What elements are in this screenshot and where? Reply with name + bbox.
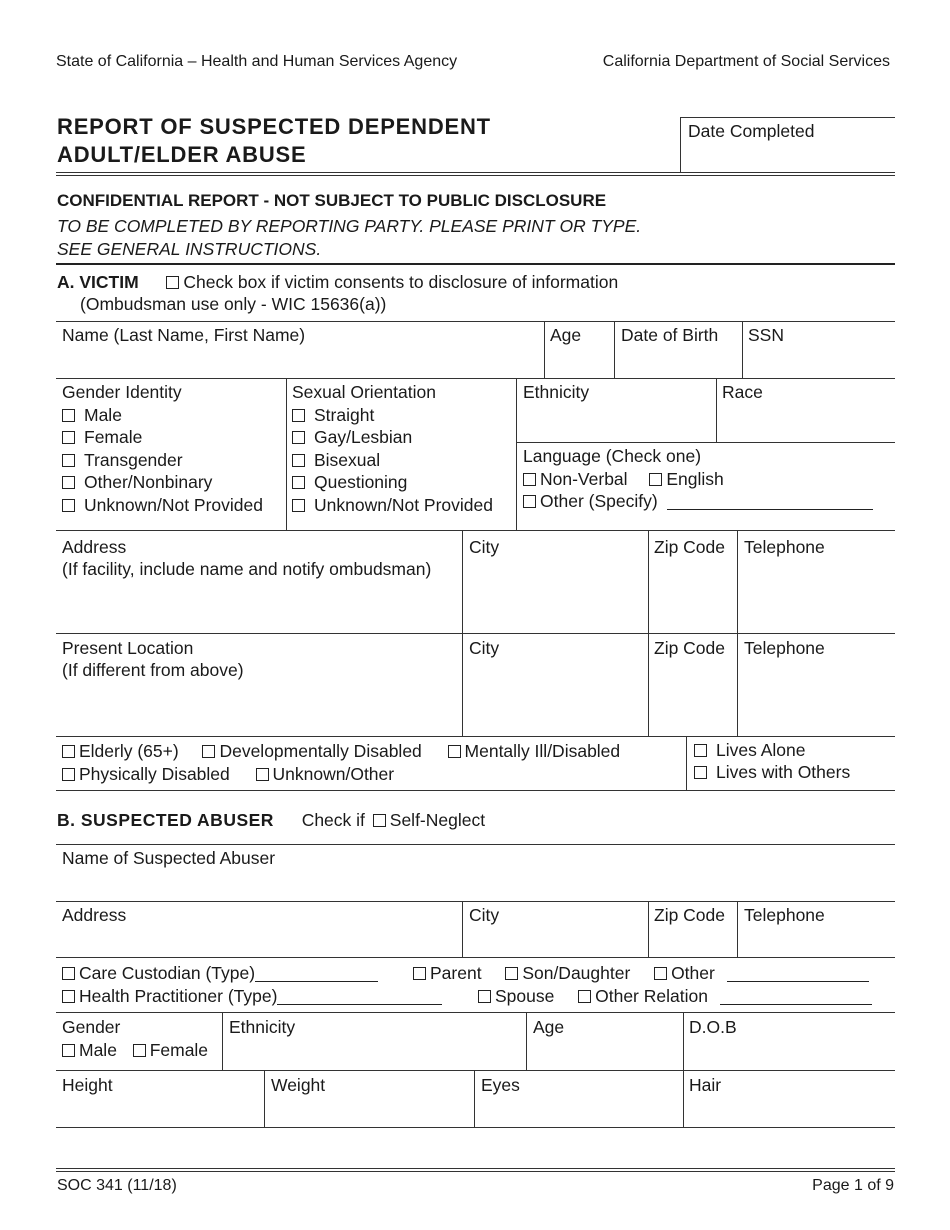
confidential-notice: CONFIDENTIAL REPORT - NOT SUBJECT TO PUBLIC DISCLOSURE	[57, 191, 607, 210]
zip-label: Zip Code	[654, 638, 726, 658]
abuser-height-label: Height	[62, 1075, 113, 1095]
consent-label: Check box if victim consents to disclosure of information	[183, 272, 619, 292]
checkbox[interactable]	[292, 476, 305, 489]
divider	[526, 1012, 527, 1070]
telephone-label: Telephone	[744, 638, 825, 658]
abuser-hair-field[interactable]	[689, 1074, 721, 1096]
divider	[516, 442, 895, 443]
orientation-label: Sexual Orientation	[292, 382, 436, 402]
form-title	[57, 113, 491, 169]
section-a-heading: A. VICTIM	[57, 272, 139, 292]
health-practitioner-label: Health Practitioner (Type)	[79, 986, 278, 1006]
checkbox[interactable]	[292, 454, 305, 467]
other-label: Other	[671, 963, 715, 983]
victim-dob-label: Date of Birth	[621, 325, 719, 345]
divider	[56, 736, 895, 737]
victim-ssn-field[interactable]	[748, 324, 784, 346]
divider	[614, 321, 615, 378]
divider	[462, 901, 463, 957]
victim-name-field[interactable]	[62, 324, 305, 346]
checkbox[interactable]	[62, 431, 75, 444]
victim-city-field[interactable]	[469, 536, 499, 558]
divider	[56, 790, 895, 791]
victim-ethnicity-field[interactable]	[523, 381, 589, 403]
abuser-male-checkbox[interactable]	[62, 1044, 75, 1057]
lives-alone-checkbox[interactable]	[694, 744, 707, 757]
checkbox[interactable]	[292, 431, 305, 444]
health-practitioner-checkbox[interactable]	[62, 990, 75, 1003]
present-location-field[interactable]	[62, 637, 244, 682]
language-nonverbal-label: Non-Verbal	[540, 468, 628, 489]
divider	[56, 1070, 895, 1071]
victim-gender-group	[62, 381, 263, 516]
divider	[56, 901, 895, 902]
other-relation-input[interactable]	[720, 990, 872, 1005]
abuser-height-field[interactable]	[62, 1074, 113, 1096]
address-note: (If facility, include name and notify ombudsman)	[62, 559, 432, 580]
race-label: Race	[722, 382, 763, 402]
abuser-age-label: Age	[533, 1017, 565, 1037]
telephone-label: Telephone	[744, 537, 825, 557]
abuser-zip-label: Zip Code	[654, 905, 726, 925]
gender-option-transgender[interactable]: Transgender	[62, 449, 263, 472]
victim-ssn-label: SSN	[748, 325, 784, 345]
abuser-city-label: City	[469, 905, 500, 925]
divider	[737, 901, 738, 957]
divider	[683, 1012, 684, 1070]
spouse-label: Spouse	[495, 986, 555, 1006]
instructions-line1: TO BE COMPLETED BY REPORTING PARTY. PLEASE PRINT OR TYPE.	[57, 216, 642, 236]
language-english-label: English	[666, 468, 724, 489]
abuser-weight-field[interactable]	[271, 1074, 325, 1096]
ethnicity-label: Ethnicity	[523, 382, 590, 402]
divider	[648, 901, 649, 957]
checkbox[interactable]	[62, 409, 75, 422]
divider	[56, 530, 895, 531]
abuser-eyes-label: Eyes	[481, 1075, 520, 1095]
gender-label: Gender Identity	[62, 382, 182, 402]
orientation-option-bisexual[interactable]: Bisexual	[292, 449, 493, 472]
checkbox[interactable]	[292, 499, 305, 512]
abuser-telephone-field[interactable]	[744, 904, 825, 926]
victim-zip-field[interactable]	[654, 536, 725, 558]
divider	[516, 378, 517, 530]
parent-checkbox[interactable]	[413, 967, 426, 980]
developmentally-disabled-checkbox[interactable]	[202, 745, 215, 758]
gender-option-male[interactable]: Male	[62, 404, 263, 427]
lives-with-others-checkbox[interactable]	[694, 766, 707, 779]
physically-disabled-checkbox[interactable]	[62, 768, 75, 781]
present-city-field[interactable]	[469, 637, 499, 659]
abuser-dob-label: D.O.B	[689, 1017, 737, 1037]
divider	[544, 321, 545, 378]
mentally-ill-checkbox[interactable]	[448, 745, 461, 758]
checkbox[interactable]	[292, 409, 305, 422]
abuser-name-field[interactable]	[62, 847, 275, 869]
abuser-female-label: Female	[149, 1040, 209, 1061]
son-daughter-label: Son/Daughter	[522, 963, 631, 983]
language-other-label: Other (Specify)	[540, 491, 658, 511]
abuser-city-field[interactable]	[469, 904, 499, 926]
city-label: City	[469, 638, 500, 658]
care-custodian-label: Care Custodian (Type)	[79, 963, 256, 983]
elderly-checkbox[interactable]	[62, 745, 75, 758]
victim-age-label: Age	[550, 325, 582, 345]
divider	[474, 1070, 475, 1127]
divider	[56, 321, 895, 322]
elderly-label: Elderly (65+)	[79, 741, 179, 761]
present-zip-field[interactable]	[654, 637, 725, 659]
address-label: Address	[62, 537, 127, 557]
divider	[222, 1012, 223, 1070]
checkbox[interactable]	[62, 454, 75, 467]
care-custodian-type-input[interactable]	[255, 967, 378, 982]
form-title-line2: ADULT/ELDER ABUSE	[57, 142, 307, 167]
abuser-gender-group	[62, 1016, 208, 1062]
abuser-address-field[interactable]	[62, 904, 126, 926]
spouse-checkbox[interactable]	[478, 990, 491, 1003]
abuser-address-label: Address	[62, 905, 127, 925]
gender-option-unknown[interactable]: Unknown/Not Provided	[62, 494, 263, 517]
other-relation-label: Other Relation	[595, 986, 708, 1006]
department-name: California Department of Social Services	[602, 53, 890, 70]
victim-telephone-field[interactable]	[744, 536, 825, 558]
abuser-dob-field[interactable]	[689, 1016, 737, 1038]
victim-orientation-group	[292, 381, 493, 516]
care-custodian-checkbox[interactable]	[62, 967, 75, 980]
present-location-label: Present Location	[62, 638, 194, 658]
consent-checkbox[interactable]	[166, 276, 179, 289]
checkbox[interactable]	[62, 499, 75, 512]
abuser-ethnicity-field[interactable]	[229, 1016, 295, 1038]
victim-language-group	[523, 445, 873, 513]
victim-dob-field[interactable]	[621, 324, 718, 346]
self-neglect-checkbox[interactable]	[373, 814, 386, 827]
present-telephone-field[interactable]	[744, 637, 825, 659]
present-location-note: (If different from above)	[62, 660, 244, 681]
language-nonverbal-checkbox[interactable]	[523, 473, 536, 486]
section-b-heading: B. SUSPECTED ABUSER	[57, 810, 274, 830]
zip-label: Zip Code	[654, 537, 726, 557]
son-daughter-checkbox[interactable]	[505, 967, 518, 980]
abuser-female-checkbox[interactable]	[133, 1044, 146, 1057]
unknown-other-checkbox[interactable]	[256, 768, 269, 781]
abuser-eyes-field[interactable]	[481, 1074, 520, 1096]
parent-label: Parent	[430, 963, 482, 983]
language-label: Language (Check one)	[523, 446, 702, 466]
lives-with-others-label: Lives with Others	[716, 762, 851, 782]
divider	[716, 378, 717, 442]
orientation-option-questioning[interactable]: Questioning	[292, 471, 493, 494]
mentally-ill-label: Mentally Ill/Disabled	[464, 741, 621, 761]
divider	[56, 172, 895, 176]
victim-race-field[interactable]	[722, 381, 763, 403]
divider	[264, 1070, 265, 1127]
other-relation-checkbox[interactable]	[578, 990, 591, 1003]
footer-divider	[56, 1168, 895, 1172]
lives-alone-label: Lives Alone	[716, 740, 806, 760]
divider	[286, 378, 287, 530]
health-practitioner-type-input[interactable]	[277, 990, 442, 1005]
divider	[56, 263, 895, 265]
abuser-gender-label: Gender	[62, 1017, 121, 1037]
city-label: City	[469, 537, 500, 557]
divider	[56, 1012, 895, 1013]
divider	[56, 844, 895, 845]
language-english-checkbox[interactable]	[649, 473, 662, 486]
divider	[683, 1070, 684, 1127]
divider	[56, 633, 895, 634]
other-input[interactable]	[727, 967, 869, 982]
self-neglect-label: Self-Neglect	[389, 810, 486, 830]
abuser-weight-label: Weight	[271, 1075, 326, 1095]
divider	[742, 321, 743, 378]
divider	[56, 1127, 895, 1128]
gender-option-female[interactable]: Female	[62, 426, 263, 449]
developmentally-disabled-label: Developmentally Disabled	[219, 741, 422, 761]
abuser-hair-label: Hair	[689, 1075, 722, 1095]
form-number: SOC 341 (11/18)	[57, 1177, 177, 1194]
orientation-option-straight[interactable]: Straight	[292, 404, 493, 427]
language-other-input[interactable]	[667, 495, 873, 510]
instructions-line2: SEE GENERAL INSTRUCTIONS.	[57, 239, 322, 259]
physically-disabled-label: Physically Disabled	[79, 764, 230, 784]
check-if-label: Check if	[301, 810, 365, 830]
victim-address-field[interactable]	[62, 536, 431, 581]
divider	[686, 736, 687, 790]
orientation-option-unknown[interactable]: Unknown/Not Provided	[292, 494, 493, 517]
other-checkbox[interactable]	[654, 967, 667, 980]
divider	[56, 378, 895, 379]
form-title-line1: REPORT OF SUSPECTED DEPENDENT	[57, 114, 491, 139]
abuser-male-label: Male	[79, 1040, 117, 1061]
abuser-zip-field[interactable]	[654, 904, 725, 926]
language-other-checkbox[interactable]	[523, 495, 536, 508]
date-completed-label: Date Completed	[688, 121, 815, 141]
date-completed-field[interactable]	[680, 117, 895, 173]
agency-name: State of California – Health and Human Services Agency	[56, 53, 458, 70]
abuser-age-field[interactable]	[533, 1016, 564, 1038]
victim-age-field[interactable]	[550, 324, 581, 346]
victim-name-label: Name (Last Name, First Name)	[62, 325, 306, 345]
orientation-option-gay[interactable]: Gay/Lesbian	[292, 426, 493, 449]
gender-option-other[interactable]: Other/Nonbinary	[62, 471, 263, 494]
unknown-other-label: Unknown/Other	[272, 764, 395, 784]
checkbox[interactable]	[62, 476, 75, 489]
page-number: Page 1 of 9	[812, 1177, 894, 1194]
divider	[56, 957, 895, 958]
abuser-name-label: Name of Suspected Abuser	[62, 848, 276, 868]
abuser-ethnicity-label: Ethnicity	[229, 1017, 296, 1037]
consent-note: (Ombudsman use only - WIC 15636(a))	[80, 294, 387, 314]
abuser-telephone-label: Telephone	[744, 905, 825, 925]
